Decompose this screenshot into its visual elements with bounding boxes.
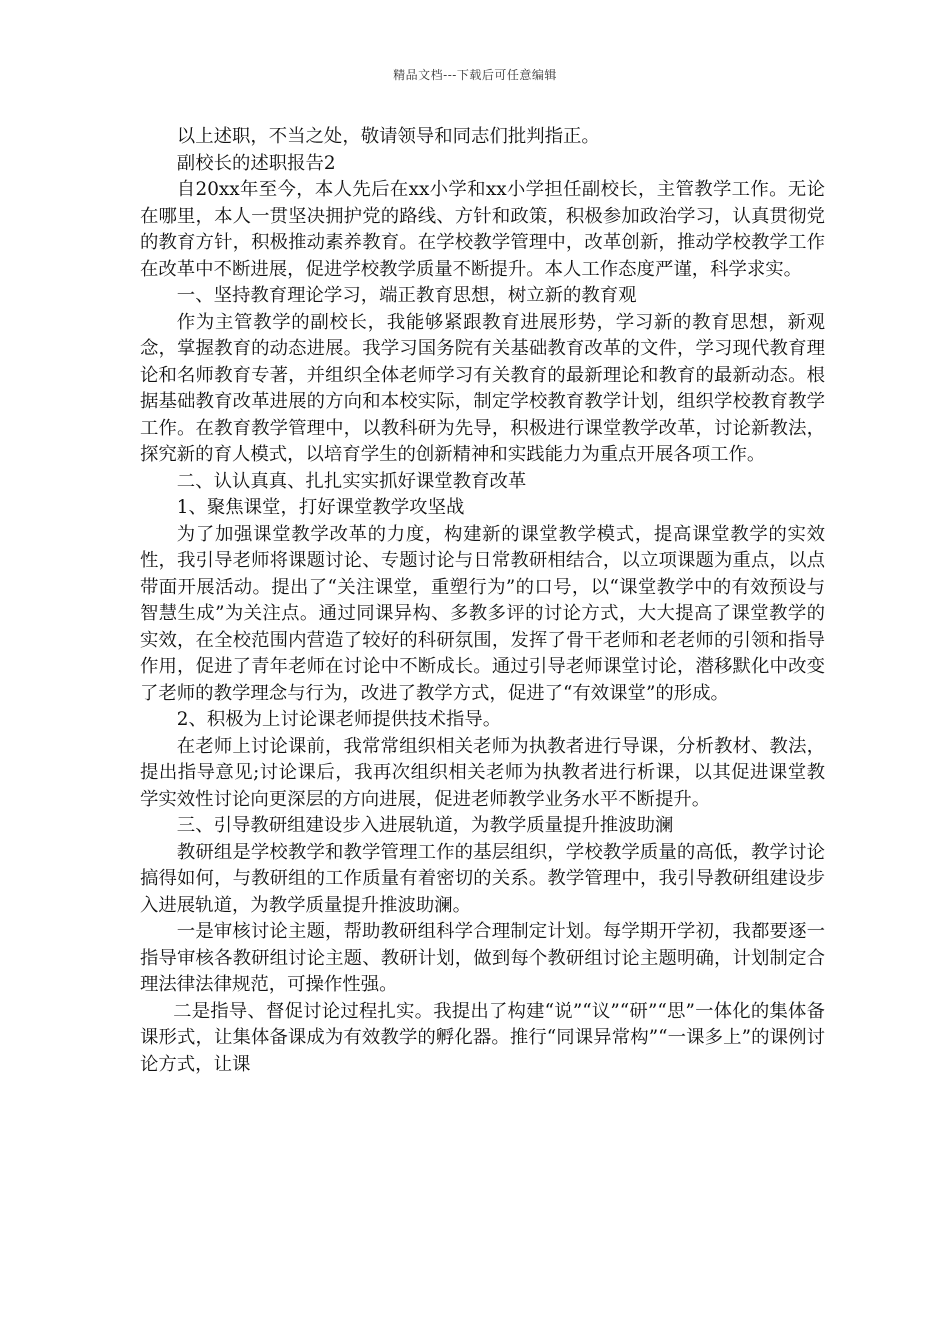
- subsection-2-2-paragraph: 在老师上讨论课前，我常常组织相关老师为执教者进行导课，分析教材、教法，提出指导意见;讨论课后，我再次组织相关老师为执教者进行析课，以其促进课堂教学实效性讨论向更深层的方向进展，促进老师教学业务水平不断提升。: [140, 735, 825, 810]
- document-body: [140, 124, 825, 1078]
- section-1-paragraph: 作为主管教学的副校长，我能够紧跟教育进展形势，学习新的教育思想，新观念，掌握教育的动态进展。我学习国务院有关基础教育改革的文件，学习现代教育理论和名师教育专著，并组织全体老师学习有关教育的最新理论和教育的最新动态。根据基础教育改革进展的方向和本校实际，制定学校教育教学计划，组织学校教育教学工作。在教育教学管理中，以教科研为先导，积极进行课堂教学改革，讨论新教法，探究新的育人模式，以培育学生的创新精神和实践能力为重点开展各项工作。: [140, 311, 825, 465]
- section-heading-1: 一、坚持教育理论学习，端正教育思想，树立新的教育观: [176, 285, 637, 306]
- section-3-paragraph: 教研组是学校教学和教学管理工作的基层组织，学校教学质量的高低，教学讨论搞得如何，与教研组的工作质量有着密切的关系。教学管理中，我引导教研组建设步入进展轨道，为教学质量提升推波助澜。: [140, 841, 825, 916]
- subsection-2-1-paragraph: 为了加强课堂教学改革的力度，构建新的课堂教学模式，提高课堂教学的实效性，我引导老师将课题讨论、专题讨论与日常教研相结合，以立项课题为重点，以点带面开展活动。提出了“关注课堂，重塑行为”的口号，以“课堂教学中的有效预设与智慧生成”为关注点。通过同课异构、多教多评的讨论方式，大大提高了课堂教学的实效，在全校范围内营造了较好的科研氛围，发挥了骨干老师和老老师的引领和指导作用，促进了青年老师在讨论中不断成长。通过引导老师课堂讨论，潜移默化中改变了老师的教学理念与行为，改进了教学方式，促进了“有效课堂”的形成。: [140, 523, 825, 704]
- subsection-heading-2-1: 1、聚焦课堂，打好课堂教学攻坚战: [176, 497, 465, 518]
- section-heading-2: 二、认认真真、扎扎实实抓好课堂教育改革: [176, 470, 527, 492]
- section-3-point-1: 一是审核讨论主题，帮助教研组科学合理制定计划。每学期开学初，我都要逐一指导审核各教研组讨论主题、教研计划，做到每个教研组讨论主题明确，计划制定合理法律法律规范，可操作性强。: [140, 921, 825, 995]
- report-title: 副校长的述职报告2: [176, 152, 336, 174]
- section-3-point-2: 二是指导、督促讨论过程扎实。我提出了构建“说”“议”“研”“思”一体化的集体备课形式，让集体备课成为有效教学的孵化器。推行“同课异常构”“一课多上”的课例讨论方式，让课: [140, 1000, 825, 1075]
- closing-remark: 以上述职，不当之处，敬请领导和同志们批判指正。: [176, 126, 600, 147]
- intro-paragraph: 自20xx年至今，本人先后在xx小学和xx小学担任副校长，主管教学工作。无论在哪里，本人一贯坚决拥护党的路线、方针和政策，积极参加政治学习，认真贯彻党的教育方针，积极推动素养教育。在学校教学管理中，改革创新，推动学校教学工作在改革中不断进展，促进学校教学质量不断提升。本人工作态度严谨，科学求实。: [140, 179, 825, 280]
- subsection-heading-2-2: 2、积极为上讨论课老师提供技术指导。: [176, 709, 502, 730]
- header-watermark: 精品文档---下载后可任意编辑: [393, 68, 557, 82]
- section-heading-3: 三、引导教研组建设步入进展轨道，为教学质量提升推波助澜: [176, 815, 674, 836]
